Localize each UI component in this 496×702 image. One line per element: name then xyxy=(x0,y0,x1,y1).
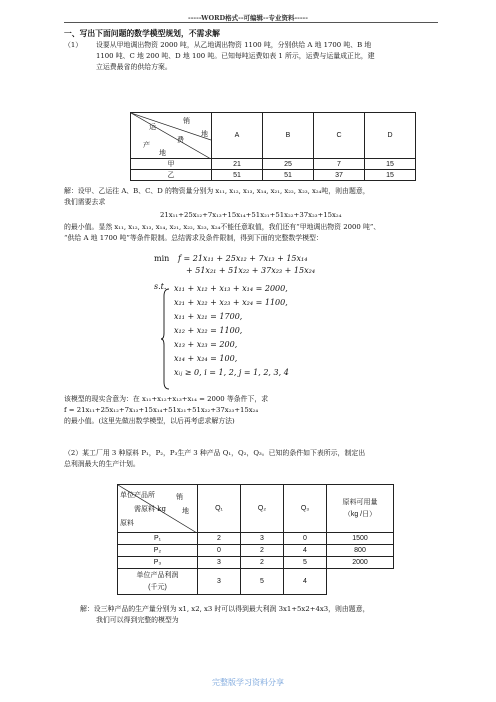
table2-cell: 3 xyxy=(241,533,284,545)
corner-bottom-left: 产 xyxy=(143,141,150,149)
solution1-line2: 我们需要去求 xyxy=(64,198,106,206)
model-min-label: min xyxy=(154,254,170,263)
table1-corner-diagonals xyxy=(131,113,211,159)
table1-col-header: A xyxy=(212,113,263,159)
corner-mid-right: 费 xyxy=(177,136,184,144)
table2-cell: 3 xyxy=(198,569,241,595)
table2-cell: 4 xyxy=(284,569,327,595)
corner2-line3: 原料 xyxy=(120,519,134,527)
table2-col-header: Q₁ xyxy=(198,485,241,533)
table-row xyxy=(118,545,394,557)
constraint-row: x₁₄ + x₂₄ = 100, xyxy=(174,354,238,363)
problem1-text-line2: 1100 吨、C 地 200 吨、D 地 100 吨。已知每吨运费如表 1 所示，运费与运量成正比，建 xyxy=(96,52,375,60)
section-title: 一、写出下面问题的数学模型规划，不需求解 xyxy=(64,29,220,38)
table1-row-label: 乙 xyxy=(131,170,212,181)
table2-cell: 3 xyxy=(198,557,241,569)
table2-cell: 0 xyxy=(284,533,327,545)
table2-cell: 2 xyxy=(198,533,241,545)
model-st-label: s.t. xyxy=(154,282,167,291)
problem1-text-line3: 立运费最省的供给方案。 xyxy=(96,63,172,71)
header-rule xyxy=(64,22,438,23)
table2-cell: 2 xyxy=(241,545,284,557)
table2-row-label: P₃ xyxy=(118,557,198,569)
solution1-line4: “供给 A 地 1700 吨”等条件限制。总结需求及条件限制，得到下面的完整数学模型： xyxy=(64,234,323,242)
model-objective-line1: f = 21x₁₁ + 25x₁₂ + 7x₁₃ + 15x₁₄ xyxy=(178,254,308,263)
table1-col-header: D xyxy=(365,113,416,159)
table1-cell: 51 xyxy=(263,170,314,181)
transport-cost-table xyxy=(130,112,416,181)
meaning-line2: f = 21x₁₁+25x₁₂+7x₁₃+15x₁₄+51x₂₁+51x₂₂+37x₂₃+15x₂₄ xyxy=(64,406,259,414)
table2-cell: 0 xyxy=(198,545,241,557)
constraint-row: x₁₁ + x₁₂ + x₁₃ + x₁₄ = 2000, xyxy=(174,284,288,293)
table2-cell: 4 xyxy=(284,545,327,557)
page-footer: 完整版学习资料分享 xyxy=(212,678,284,687)
solution1-line1: 解：设甲、乙运往 A、B、C、D 的物资量分别为 x₁₁, x₁₂, x₁₃, x₁₄, x₂₁, x₂₂, x₂₃, x₂₄吨，则由题意， xyxy=(64,187,370,195)
table2-cell: 2000 xyxy=(327,557,394,569)
table1-cell: 15 xyxy=(365,159,416,170)
materials-table xyxy=(117,484,394,595)
table2-availability-header xyxy=(327,485,394,533)
constraint-row: x₂₁ + x₂₂ + x₂₃ + x₂₄ = 1100, xyxy=(174,298,288,307)
corner-top: 销 xyxy=(183,117,190,125)
table2-cell: 5 xyxy=(241,569,284,595)
corner-right: 地 xyxy=(201,130,208,138)
meaning-line1: 该模型的现实含意为：在 x₁₁+x₁₂+x₁₃+x₁₄ = 2000 等条件下，求 xyxy=(64,395,269,403)
profit-title: 单位产品利润 xyxy=(136,571,179,579)
table2-row-label: P₁ xyxy=(118,533,198,545)
table1-col-header: B xyxy=(263,113,314,159)
table1-cell: 15 xyxy=(365,170,416,181)
corner-mid-left: 运 xyxy=(149,123,156,131)
problem1-number: （1） xyxy=(64,41,83,49)
corner2-sales: 销 xyxy=(176,493,183,501)
table2-cell: 5 xyxy=(284,557,327,569)
table1-col-header: C xyxy=(314,113,365,159)
table2-cell: 800 xyxy=(327,545,394,557)
table-row xyxy=(118,557,394,569)
corner2-land: 地 xyxy=(182,507,189,515)
corner2-line1: 单位产品所 xyxy=(120,491,155,499)
table2-empty-cell xyxy=(327,569,394,595)
problem2-text-line2: 总利润最大的生产计划。 xyxy=(64,460,140,468)
table-row xyxy=(131,159,416,170)
page-header: -----WORD格式--可编辑--专业资料----- xyxy=(188,14,308,22)
table2-corner-cell xyxy=(118,485,198,533)
solution2-line2: 我们可以得到完整的模型为 xyxy=(96,616,179,624)
table2-cell: 1500 xyxy=(327,533,394,545)
constraint-row: x₁₃ + x₂₃ = 200, xyxy=(174,340,238,349)
table1-cell: 25 xyxy=(263,159,314,170)
table-row xyxy=(118,569,394,595)
solution1-line3: 的最小值。显然 x₁₁, x₁₂, x₁₃, x₁₄, x₂₁, x₂₂, x₂₃, x₂₄不能任意取值，我们还有“甲地调出物资 2000 吨”、 xyxy=(64,223,381,231)
table1-corner-cell xyxy=(131,113,212,159)
corner2-line2: 需原料 kg xyxy=(134,505,166,513)
table1-cell: 51 xyxy=(212,170,263,181)
table1-cell: 37 xyxy=(314,170,365,181)
problem1-text-line1: 设要从甲地调出物资 2000 吨，从乙地调出物资 1100 吨，分别供给 A 地 1700 吨、B 地 xyxy=(96,41,372,49)
table1-cell: 7 xyxy=(314,159,365,170)
corner-bottom: 地 xyxy=(159,149,166,157)
table2-col-header: Q₂ xyxy=(241,485,284,533)
table2-profit-label xyxy=(118,569,198,595)
table2-col-header: Q₃ xyxy=(284,485,327,533)
constraint-row: x₁₁ + x₂₁ = 1700, xyxy=(174,312,243,321)
table-row xyxy=(131,170,416,181)
meaning-line3: 的最小值。(这里先做出数学模型，以后再考虑求解方法) xyxy=(64,417,235,425)
constraint-brace xyxy=(161,288,171,390)
model-objective-line2: + 51x₂₁ + 51x₂₂ + 37x₂₃ + 15x₂₄ xyxy=(186,266,316,275)
table1-row-label: 甲 xyxy=(131,159,212,170)
profit-unit: (千元) xyxy=(148,583,167,591)
table1-cell: 21 xyxy=(212,159,263,170)
problem2-text-line1: （2）某工厂用 3 种原料 P₁，P₂，P₃生产 3 种产品 Q₁，Q₂，Q₃。已知的条件如下表所示，制定出 xyxy=(64,449,366,457)
constraint-row: x₁₂ + x₂₂ = 1100, xyxy=(174,326,243,335)
objective-expression: 21x₁₁+25x₁₂+7x₁₃+15x₁₄+51x₂₁+51x₂₂+37x₂₃+15x₂₄ xyxy=(160,211,342,219)
availability-title: 原料可用量 xyxy=(342,498,378,506)
availability-unit: （kg /日） xyxy=(343,510,377,518)
table-row xyxy=(118,533,394,545)
constraint-row: xᵢⱼ ≥ 0, i = 1, 2, j = 1, 2, 3, 4 xyxy=(174,368,289,377)
solution2-line1: 解：设三种产品的生产量分别为 x1, x2, x3 时可以得到最大利润 3x1+5x2+4x3，则由题意， xyxy=(80,605,370,613)
table2-row-label: P₂ xyxy=(118,545,198,557)
table2-cell: 2 xyxy=(241,557,284,569)
